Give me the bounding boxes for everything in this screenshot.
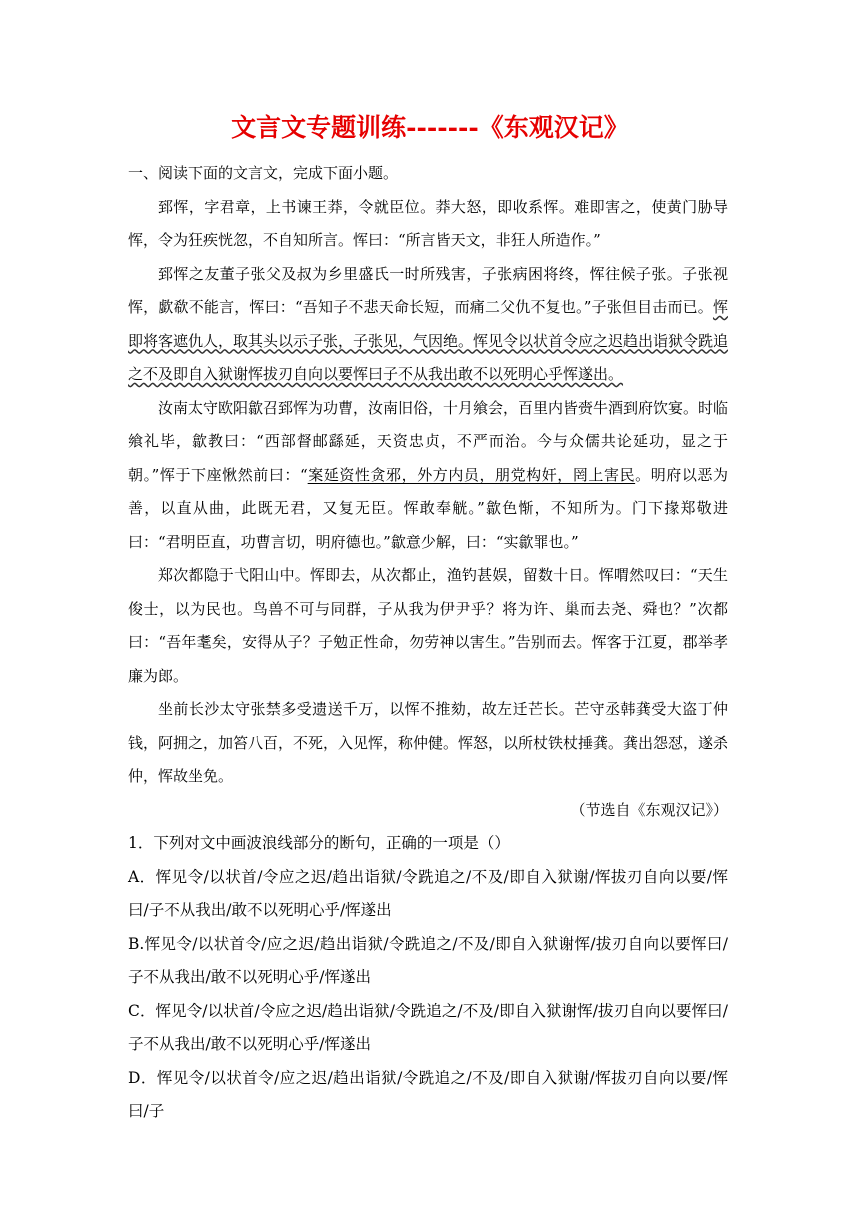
underlined-sentence: 案延资性贪邪，外方内员，朋党构奸，罔上害民 <box>307 465 636 484</box>
option-d: D．恽见令/以状首令/应之迟/趋出诣狱/令跣追之/不及/即自入狱谢/恽拔刃自向以要/恽曰/子 <box>128 1068 728 1120</box>
passage-paragraph-4: 郑次都隐于弋阳山中。恽即去，从次都止，渔钓甚娱，留数十日。恽喟然叹曰：“天生俊士，以为民也。鸟兽不可与同群，子从我为伊尹乎？将为许、巢而去尧、舜也？”次都曰：“吾年耄矣，安得从子？子勉正性命，勿劳神以害生。”告别而去。恽客于江夏，郡举孝廉为郎。 <box>128 566 728 685</box>
question-stem: 1．下列对文中画波浪线部分的断句，正确的一项是（） <box>128 834 510 852</box>
passage-paragraph-5: 坐前长沙太守张禁多受遗送千万，以恽不推劾，故左迁芒长。芒守丞韩龚受大盗丁仲钱，阿拥之，加笞八百，不死，入见恽，称仲健。恽怒，以所杖铁杖捶龚。龚出怨怼，遂杀仲，恽故坐免。 <box>128 700 729 785</box>
option-c: C．恽见令/以状首/令应之迟/趋出诣狱/令跣追之/不及/即自入狱谢恽/拔刃自向以要恽曰/子不从我出/敢不以死明心乎/恽遂出 <box>128 1001 728 1053</box>
source-citation: （节选自《东观汉记》） <box>570 800 728 819</box>
paragraph-3-rest: 。明府以恶为善，以直从曲，此既无君，又复无臣。恽敢奉觥。”歙色惭，不知所为。门下掾郑敬进曰：“君明臣直，功曹言切，明府德也。”歙意少解，曰：“实歙罪也。” <box>128 465 728 551</box>
passage-paragraph-3 <box>128 392 728 560</box>
passage-paragraph-2 <box>128 258 728 392</box>
option-a: A．恽见令/以状首/令应之迟/趋出诣狱/令跣追之/不及/即自入狱谢/恽拔刃自向以要/恽曰/子不从我出/敢不以死明心乎/恽遂出 <box>128 867 728 919</box>
passage-paragraph-1: 郅恽，字君章，上书谏王莽，令就臣位。莽大怒，即收系恽。难即害之，使黄门胁导恽，令为狂疾恍忽，不自知所言。恽曰：“所言皆天文，非狂人所造作。” <box>128 197 728 249</box>
document-title: 文言文专题训练-------《东观汉记》 <box>231 113 629 142</box>
option-b: B.恽见令/以状首令/应之迟/趋出诣狱/令跣追之/不及/即自入狱谢恽/拔刃自向以要恽曰/子不从我出/敢不以死明心乎/恽遂出 <box>128 934 728 986</box>
wavy-underlined-passage: 恽即将客遮仇人，取其头以示子张，子张见，气因绝。恽见令以状首令应之迟趋出诣狱令跣追之不及即自入狱谢恽拔刃自向以要恽曰子不从我出敢不以死明心乎恽遂出。 <box>128 298 729 383</box>
section-heading: 一、阅读下面的文言文，完成下面小题。 <box>128 164 399 182</box>
paragraph-3-text: 汝南太守欧阳歙召郅恽为功曹，汝南旧俗，十月飨会，百里内皆赍牛酒到府饮宴。时临飨礼毕，歙教曰：“西部督邮繇延，天资忠贞，不严而治。今与众儒共论延功，显之于朝。”恽于下座愀然前曰：“ <box>128 398 729 484</box>
paragraph-2-text: 郅恽之友董子张父及叔为乡里盛氏一时所残害，子张病困将终，恽往候子张。子张视恽，歔欷不能言，恽曰：“吾知子不悲天命长短，而痛二父仇不复也。”子张但目击而已。 <box>128 264 728 316</box>
document-body <box>128 157 728 1129</box>
